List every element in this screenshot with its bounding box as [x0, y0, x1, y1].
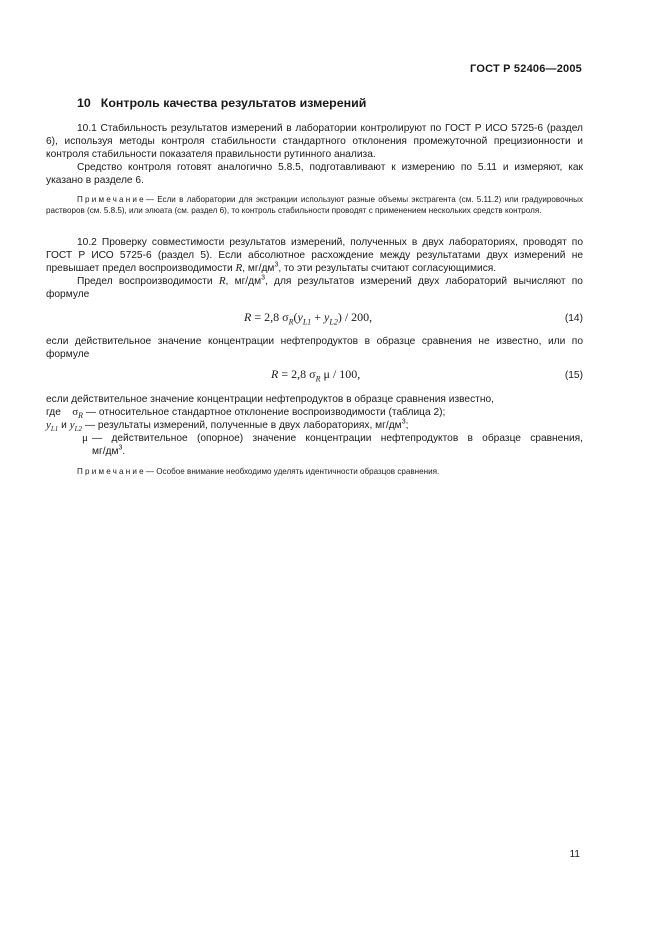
legend-sigma-desc: — относительное стандартное отклонение воспроизводимости (таблица 2);	[85, 407, 446, 418]
formula-15-sigma-sub: R	[315, 374, 321, 384]
legend-mu	[82, 432, 583, 458]
paragraph-10-1-text2: Средство контроля готовят аналогично 5.8.5, подготавливают к измерению по 5.11 и измеряют, как указано в разделе 6.	[46, 162, 583, 186]
formula-14-y2-sub: L2	[329, 317, 338, 327]
legend-mu-desc-b: мг/дм	[92, 446, 119, 457]
sup-3: 3	[274, 261, 279, 269]
legend-mu-sup: 3	[118, 444, 123, 452]
legend-y1-symbol: y	[46, 419, 51, 431]
section-number: 10	[77, 96, 91, 110]
formula-14-y2: y	[324, 310, 330, 324]
legend-mu-desc-a: — действительное (опорное) значение концентрации нефтепродуктов в образце сравнения,	[92, 433, 583, 444]
formula-15-lhs: R	[271, 367, 279, 381]
legend-mu-symbol: μ	[82, 432, 88, 444]
document-id: ГОСТ Р 52406—2005	[470, 63, 582, 75]
page-number: 11	[569, 849, 580, 860]
legend-y1-sub: L1	[50, 425, 59, 434]
symbol-r-2: R	[218, 275, 226, 287]
legend-mu-cont	[82, 445, 583, 458]
formula-14-eq: = 2,8	[251, 310, 280, 324]
legend-sigma-sub: R	[78, 411, 84, 421]
formula-15-mu: μ / 100,	[320, 367, 361, 381]
formula-15	[271, 368, 360, 385]
paragraph-10-1-text: 10.1 Стабильность результатов измерений в лаборатории контролируют по ГОСТ Р ИСО 5725-6 (раздел 6), используя методы контроля стабильности стандартного отклонения промежуточной прецизионности и контроля стабильности показателя правильности рутинного анализа.	[46, 123, 583, 160]
paragraph-between	[46, 335, 583, 361]
note-1-label: Примечание	[77, 195, 146, 204]
paragraph-10-1	[46, 122, 583, 187]
legend-y2-symbol: y	[69, 419, 75, 431]
between-text: если действительное значение концентрации нефтепродуктов в образце сравнения не известно, или по формуле	[46, 336, 583, 360]
note-2	[46, 466, 583, 477]
p10-2-text2-c: , для результатов измерений двух лабораторий вычисляют по формуле	[46, 276, 583, 300]
formula-14-open: (	[293, 310, 298, 324]
formula-14-lhs: R	[244, 310, 252, 324]
section-title-text: Контроль качества результатов измерений	[100, 96, 367, 110]
legend-sigma-symbol: σ	[72, 406, 79, 418]
note-1	[46, 194, 583, 216]
formula-14-sigma: σ	[282, 310, 289, 324]
formula-14	[244, 311, 372, 328]
formula-14-close: ) / 200,	[337, 310, 373, 324]
legend-y-desc-a: — результаты измерений, полученные в двух лабораториях, мг/дм	[84, 420, 402, 431]
formula-15-eq: = 2,8	[278, 367, 307, 381]
paragraph-after	[46, 393, 583, 406]
p10-2-text-c: , то эти результаты считают согласующимися.	[278, 263, 497, 274]
note-2-text: — Особое внимание необходимо уделять идентичности образцов сравнения.	[145, 467, 440, 476]
equation-number-15: (15)	[564, 370, 583, 381]
equation-number-14: (14)	[564, 313, 583, 324]
symbol-r: R	[235, 262, 243, 274]
p10-2-text2-b: , мг/дм	[225, 276, 262, 287]
formula-14-sigma-sub: R	[288, 317, 294, 327]
sup-3-b: 3	[261, 274, 265, 282]
section-heading	[77, 97, 366, 110]
legend-mu-desc-c: .	[122, 446, 126, 457]
paragraph-10-2	[46, 236, 583, 301]
paragraph-10-2-text2	[46, 275, 583, 301]
legend-and: и	[61, 420, 67, 431]
legend-where: где	[46, 407, 61, 418]
note-2-label: Примечание	[77, 467, 146, 476]
legend-y-desc-b: ;	[405, 420, 409, 431]
p10-2-text-a: 10.2 Проверку совместимости результатов измерений, полученных в двух лабораториях, проводят по ГОСТ Р ИСО 5725-6 (раздел 5). Если абсолютное расхождение между результатами двух измерений не превышает предел воспроизводимости	[46, 237, 583, 274]
formula-14-plus: +	[311, 310, 325, 324]
note-1-text: — Если в лаборатории для экстракции используют разные объемы экстрагента (см. 5.11.2) или градуировочных растворов (см. 5.8.5), или элюата (см. раздел 6), то контроль стабильности проводят с применением нескольких средств контроля.	[46, 195, 583, 215]
paragraph-10-2-text	[46, 236, 583, 275]
legend-y-sup: 3	[401, 418, 406, 426]
p10-2-text-b: , мг/дм	[242, 263, 275, 274]
formula-14-y1: y	[297, 310, 303, 324]
p10-2-text2-a: Предел воспроизводимости	[77, 276, 213, 287]
legend-y2-sub: L2	[74, 425, 82, 434]
formula-15-sigma: σ	[309, 367, 316, 381]
formula-14-y1-sub: L1	[302, 317, 312, 327]
after-text: если действительное значение концентрации нефтепродуктов в образце сравнения известно,	[46, 394, 494, 405]
